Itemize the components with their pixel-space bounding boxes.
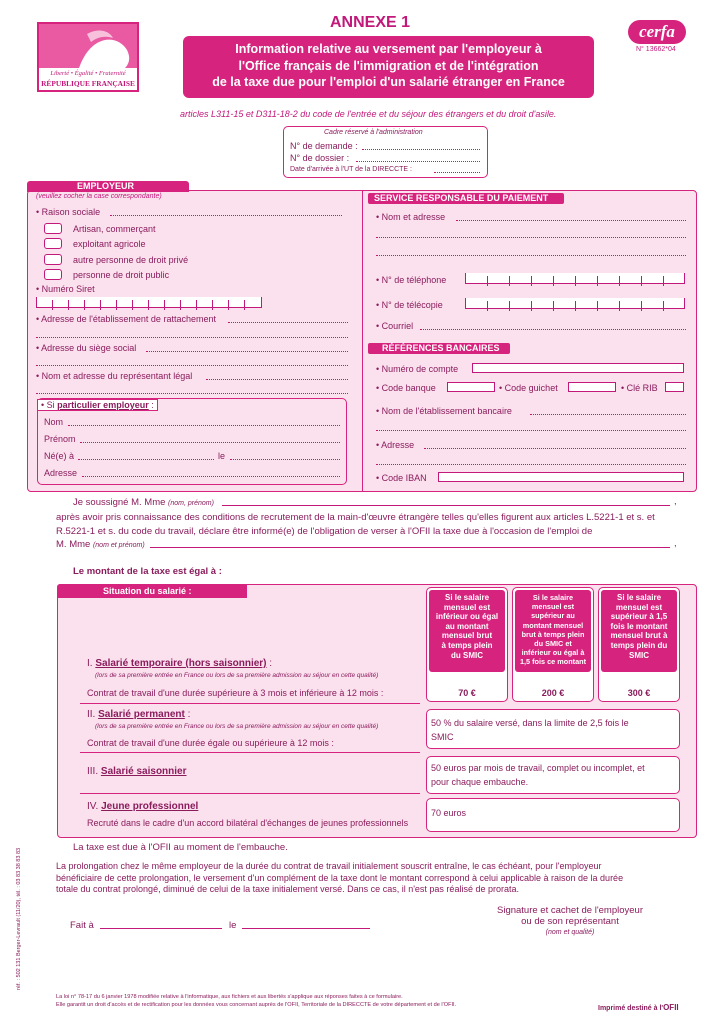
service-nom-field[interactable] — [456, 212, 686, 221]
prolongation-line: bénéficiaire de cette prolongation, le versement d'un complément de la taxe dont le montant correspond à celui applicable à raison de la durée — [56, 872, 624, 883]
siret-label: • Numéro Siret — [36, 284, 95, 294]
adresse-etab-field[interactable] — [228, 314, 348, 323]
prolongation-line: totale du contrat prolongé, diminué de celui de la taxe initialement versé. Dans ce cas, il n'est pas réalisé de prorata. — [56, 884, 519, 894]
col1-line: à temps plein — [441, 640, 493, 650]
particulier-colon: : — [148, 400, 154, 410]
cerfa-number: N° 13662*04 — [636, 46, 676, 53]
amount-200: 200 € — [541, 688, 565, 698]
declaration-line-2: après avoir pris connaissance des conditions de recrutement de la main-d'œuvre étrangère telles qu'elles figurent aux articles L.5221-1 et s. et — [56, 512, 655, 523]
row2-title-text: Salarié permanent — [98, 709, 185, 720]
col2-line: du SMIC et — [534, 639, 572, 649]
checkbox-exploitant[interactable] — [44, 238, 62, 249]
admin-demande-label: N° de demande : — [290, 141, 358, 151]
row1-title-text: Salarié temporaire (hors saisonnier) — [95, 658, 267, 669]
employeur-header: EMPLOYEUR — [27, 181, 189, 192]
adresse-etab-field-2[interactable] — [36, 329, 348, 338]
taxe-intro: Le montant de la taxe est égal à : — [73, 566, 222, 577]
republique-logo — [37, 22, 139, 92]
row-divider — [80, 703, 420, 704]
employeur-hint: (veuillez cocher la case correspondante) — [36, 193, 162, 200]
code-banque-label: • Code banque — [376, 383, 436, 393]
telephone-field[interactable] — [465, 273, 685, 284]
row4-value-text: 70 euros — [431, 808, 467, 818]
row2-note: (lors de sa première entrée en France ou lors de sa première admission au séjour en cette qualité) — [95, 723, 379, 730]
declaration-line-3: R.5221-1 et s. du code du travail, déclare être informé(e) de l'obligation de verser à l'OFII la taxe due à l'occasion de l'emploi de — [56, 526, 593, 537]
le-label: le — [229, 920, 237, 931]
legal-notice — [56, 994, 456, 1009]
legal-line: La loi n° 78-17 du 6 janvier 1978 modifiée relative à l'informatique, aux fichiers et aux libertés s'applique aux réponses faites à ce formulaire. — [56, 994, 403, 1000]
col3-line: fois le montant — [610, 621, 668, 631]
option-exploitant-label: exploitant agricole — [73, 239, 146, 249]
admin-dossier-label: N° de dossier : — [290, 153, 350, 163]
row4-title — [87, 801, 198, 812]
option-droit-prive-label: autre personne de droit privé — [73, 255, 189, 265]
row3-value — [426, 756, 680, 794]
marianne-icon — [39, 24, 137, 68]
row2-value — [426, 709, 680, 749]
nom-etab-field[interactable] — [530, 406, 686, 415]
particulier-label: • Si particulier employeur : — [37, 399, 158, 411]
option-droit-public-label: personne de droit public — [73, 270, 170, 280]
row-divider — [80, 793, 420, 794]
iban-label: • Code IBAN — [376, 473, 427, 483]
col3-line: mensuel est — [615, 602, 663, 612]
row1-text: Contrat de travail d'une durée supérieure à 3 mois et inférieure à 12 mois : — [87, 688, 384, 698]
col2-line: mensuel est — [531, 602, 575, 612]
col3-line: SMIC — [629, 650, 649, 660]
declaration-line-1 — [73, 497, 214, 508]
col2-line: Si le salaire — [532, 593, 574, 602]
declaration-comma-1: , — [674, 496, 677, 507]
row1-num: I. — [87, 658, 96, 669]
declaration-line-4 — [56, 539, 145, 550]
col3-line: mensuel brut à — [610, 631, 668, 641]
imprime-destine — [598, 1003, 679, 1012]
col1-header — [429, 590, 505, 672]
prolongation-line: La prolongation chez le même employeur de la durée du contrat de travail initialement souscrit entraîne, le cas échéant, pour l'employeur — [56, 861, 602, 871]
col1-line: au montant — [445, 621, 489, 631]
col1-line: du SMIC — [451, 650, 483, 660]
telecopie-field[interactable] — [465, 298, 685, 309]
courriel-label: • Courriel — [376, 321, 413, 331]
declaration-soussigne: Je soussigné M. Mme — [73, 497, 166, 508]
amount-70: 70 € — [458, 688, 476, 698]
admin-arrivee-field[interactable] — [434, 164, 480, 173]
particulier-ne-label: Né(e) à — [44, 451, 75, 461]
representant-field[interactable] — [206, 371, 348, 380]
declaration-salarie-field[interactable] — [150, 539, 670, 548]
particulier-adresse-label: Adresse — [44, 468, 78, 478]
code-guichet-label: • Code guichet — [499, 383, 558, 393]
compte-field[interactable] — [472, 363, 684, 373]
particulier-le-label: le — [218, 451, 226, 461]
col3-line: temps plein du — [610, 640, 668, 650]
iban-field[interactable] — [438, 472, 684, 482]
title-line-1: Information relative au versement par l'employeur à — [235, 42, 542, 56]
logo-motto: Liberté • Égalité • Fraternité — [50, 70, 126, 77]
col2-line: 1,5 fois ce montant — [519, 657, 587, 667]
row1-title — [87, 658, 272, 669]
adresse-siege-field-2[interactable] — [36, 357, 348, 366]
particulier-le-field[interactable] — [230, 451, 340, 460]
row1-colon: : — [266, 658, 273, 669]
particulier-prenom-field[interactable] — [80, 434, 340, 443]
col3-line: Si le salaire — [616, 593, 662, 602]
row3-value-line: pour chaque embauche. — [431, 777, 529, 787]
raison-sociale-label: • Raison sociale — [36, 207, 100, 217]
panel-divider — [362, 190, 363, 492]
representant-field-2[interactable] — [36, 385, 348, 394]
signature-line: Signature et cachet de l'employeur — [497, 905, 643, 916]
code-banque-field[interactable] — [447, 382, 495, 392]
telecopie-label: • N° de télécopie — [376, 300, 443, 310]
articles-reference: articles L311-15 et D311-18-2 du code de l'entrée et du séjour des étrangers et du droit d'asile. — [180, 109, 557, 119]
signature-line: ou de son représentant — [521, 916, 619, 927]
telephone-label: • N° de téléphone — [376, 275, 446, 285]
declaration-nom-hint: (nom, prénom) — [168, 500, 214, 507]
service-header: SERVICE RESPONSABLE DU PAIEMENT — [368, 193, 564, 204]
service-nom-field-2[interactable] — [376, 229, 686, 238]
compte-label: • Numéro de compte — [376, 364, 458, 374]
particulier-ne-field[interactable] — [78, 451, 214, 460]
particulier-prenom-label: Prénom — [44, 434, 76, 444]
banque-adresse-field[interactable] — [424, 440, 686, 449]
checkbox-droit-public[interactable] — [44, 269, 62, 280]
title-line-3: de la taxe due pour l'emploi d'un salarié étranger en France — [212, 75, 565, 89]
side-reference: réf. : 502 131 Berger-Levrault (11/20), tél. : 03 83 38 83 83 — [16, 847, 22, 990]
admin-title: Cadre réservé à l'administration — [324, 129, 423, 136]
imprime-text: Imprimé destiné à l' — [598, 1005, 664, 1012]
col1-line: mensuel brut — [441, 631, 493, 641]
col2-line: brut à temps plein — [521, 629, 585, 639]
title-line-2: l'Office français de l'immigration et de l'intégration — [238, 58, 539, 73]
row4-title-text: Jeune professionnel — [101, 801, 199, 812]
prolongation-text — [56, 861, 676, 896]
particulier-prefix: Si — [46, 400, 58, 410]
courriel-field[interactable] — [420, 321, 686, 330]
col2-header — [515, 590, 591, 672]
cle-rib-field[interactable] — [665, 382, 684, 392]
fait-label: Fait à — [70, 920, 94, 931]
adresse-etab-label: • Adresse de l'établissement de rattachement — [36, 314, 216, 324]
cerfa-logo: cerfa — [628, 20, 686, 44]
ofii-text: OFII — [663, 1003, 679, 1012]
row2-num: II. — [87, 709, 99, 720]
admin-demande-field[interactable] — [362, 141, 480, 150]
declaration-comma-2: , — [674, 538, 677, 549]
row2-title — [87, 709, 190, 720]
declaration-mme: M. Mme — [56, 539, 91, 550]
date-field[interactable] — [242, 920, 370, 929]
row4-num: IV. — [87, 801, 102, 812]
row2-value-line: 50 % du salaire versé, dans la limite de 2,5 fois le — [431, 718, 629, 728]
adresse-siege-label: • Adresse du siège social — [36, 343, 136, 353]
checkbox-artisan[interactable] — [44, 223, 62, 234]
nom-qualite-hint: (nom et qualité) — [545, 929, 595, 936]
amount-300: 300 € — [627, 688, 651, 698]
row3-title — [87, 766, 187, 777]
service-nom-field-3[interactable] — [376, 247, 686, 256]
row4-text: Recruté dans le cadre d'un accord bilatéral d'échanges de jeunes professionnels — [87, 818, 409, 828]
col2-line: montant mensuel — [522, 620, 584, 630]
col1-line: mensuel est — [443, 602, 491, 612]
signature-label — [470, 905, 670, 927]
admin-arrivee-label: Date d'arrivée à l'UT de la DIRECCTE : — [290, 166, 412, 173]
taxe-due: La taxe est due à l'OFII au moment de l'embauche. — [73, 842, 288, 853]
fait-field[interactable] — [100, 920, 222, 929]
declaration-nom-field[interactable] — [222, 497, 670, 506]
row2-value-line: SMIC — [431, 732, 454, 742]
raison-sociale-field[interactable] — [110, 207, 342, 216]
row2-text: Contrat de travail d'une durée égale ou supérieure à 12 mois : — [87, 738, 334, 748]
annexe-title: ANNEXE 1 — [330, 14, 411, 31]
col3-line: supérieur à 1,5 — [610, 612, 668, 622]
row1-note: (lors de sa première entrée en France ou lors de sa première admission au séjour en cette qualité) — [95, 672, 379, 679]
representant-label: • Nom et adresse du représentant légal — [36, 371, 192, 381]
service-nom-label: • Nom et adresse — [376, 212, 445, 222]
particulier-nom-label: Nom — [44, 417, 64, 427]
nom-etab-field-2[interactable] — [376, 422, 686, 431]
banque-adresse-label: • Adresse — [376, 440, 414, 450]
row3-num: III. — [87, 766, 101, 777]
code-guichet-field[interactable] — [568, 382, 616, 392]
option-artisan-label: Artisan, commerçant — [73, 224, 156, 234]
banque-header: RÉFÉRENCES BANCAIRES — [368, 343, 510, 354]
admin-dossier-field[interactable] — [356, 153, 480, 162]
situation-header: Situation du salarié : — [57, 584, 247, 598]
col1-line: inférieur ou égal — [435, 612, 499, 622]
particulier-adresse-field[interactable] — [82, 468, 340, 477]
nom-etab-label: • Nom de l'établissement bancaire — [376, 406, 512, 416]
banque-adresse-field-2[interactable] — [376, 456, 686, 465]
declaration-nom-prenom-hint: (nom et prénom) — [92, 542, 145, 549]
admin-box — [283, 126, 488, 178]
row4-value — [426, 798, 680, 832]
logo-republique: RÉPUBLIQUE FRANÇAISE — [41, 79, 135, 88]
particulier-text: particulier employeur — [57, 400, 149, 410]
adresse-siege-field[interactable] — [146, 343, 348, 352]
particulier-nom-field[interactable] — [68, 417, 340, 426]
row2-colon: : — [184, 709, 191, 720]
col3-header — [601, 590, 677, 672]
checkbox-droit-prive[interactable] — [44, 254, 62, 265]
col1-line: Si le salaire — [444, 593, 490, 602]
col2-line: inférieur ou égal à — [521, 648, 585, 658]
col2-line: supérieur au — [531, 611, 575, 621]
row3-value-line: 50 euros par mois de travail, complet ou incomplet, et — [431, 763, 645, 773]
row-divider — [80, 752, 420, 753]
row3-title-text: Salarié saisonnier — [100, 766, 187, 777]
legal-line: Elle garantit un droit d'accès et de rectification pour les données vous concernant auprès de l'OFII, Territoriale de la DIRECCTE de votre département et de l'OFII. — [56, 1001, 457, 1008]
title-box — [183, 36, 594, 98]
cle-rib-label: • Clé RIB — [621, 383, 658, 393]
siret-field[interactable] — [36, 297, 262, 308]
